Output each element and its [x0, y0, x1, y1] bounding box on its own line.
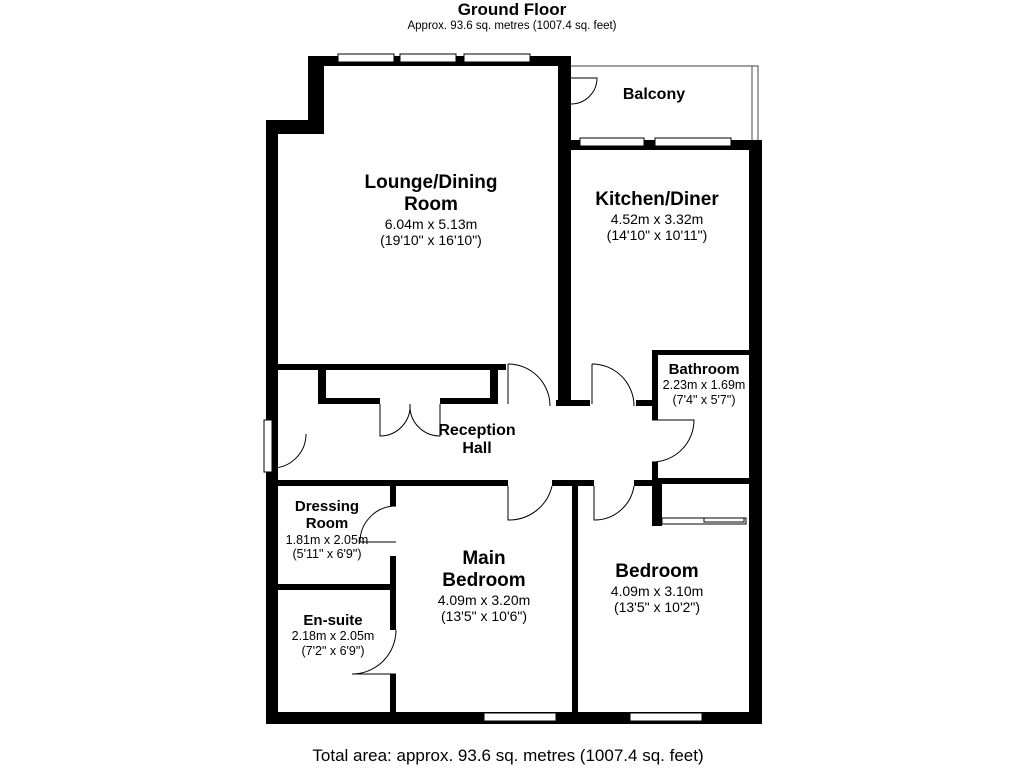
ensuite-imperial: (7'2" x 6'9") — [301, 643, 365, 658]
dressing-imperial: (5'11" x 6'9") — [292, 546, 362, 561]
bedroom-metric: 4.09m x 3.10m — [610, 582, 704, 599]
kitchen-metric: 4.52m x 3.32m — [610, 210, 704, 227]
ensuite-name: En-suite — [303, 612, 363, 629]
balcony-name: Balcony — [622, 86, 686, 103]
bathroom-metric: 2.23m x 1.69m — [662, 378, 746, 393]
bathroom-imperial: (7'4" x 5'7") — [672, 392, 736, 407]
plan-title: Ground Floor — [457, 0, 567, 19]
lounge-name-line2: Room — [404, 193, 458, 215]
bedroom-imperial: (13'5" x 10'2") — [613, 598, 701, 615]
dressing-name-line1: Dressing — [294, 498, 360, 515]
total-area: Total area: approx. 93.6 sq. metres (1007.4 sq. feet) — [312, 746, 704, 765]
main-bedroom-name-line1: Main — [462, 548, 506, 569]
kitchen-name: Kitchen/Diner — [595, 189, 719, 210]
main-bedroom-name-line2: Bedroom — [442, 569, 526, 591]
lounge-metric: 6.04m x 5.13m — [384, 215, 478, 232]
main-bedroom-label — [438, 548, 531, 624]
main-bedroom-metric: 4.09m x 3.20m — [437, 591, 531, 608]
reception-name-line1: Reception — [438, 422, 516, 439]
dressing-room-label — [286, 498, 369, 561]
kitchen-label — [595, 189, 719, 243]
ensuite-metric: 2.18m x 2.05m — [291, 629, 375, 644]
lounge-name-line1: Lounge/Dining — [364, 172, 498, 193]
bathroom-label — [663, 361, 746, 407]
bedroom-name: Bedroom — [615, 561, 699, 582]
kitchen-imperial: (14'10" x 10'11") — [606, 226, 708, 243]
main-bedroom-imperial: (13'5" x 10'6") — [440, 607, 528, 624]
balcony-label — [623, 86, 685, 104]
dressing-metric: 1.81m x 2.05m — [285, 532, 369, 547]
bathroom-name: Bathroom — [668, 361, 740, 378]
reception-name-line2: Hall — [462, 440, 492, 458]
reception-label — [438, 422, 515, 459]
bedroom-label — [611, 561, 704, 615]
ensuite-label — [292, 612, 375, 658]
lounge-label — [365, 172, 498, 248]
lounge-imperial: (19'10" x 16'10") — [380, 231, 482, 248]
dressing-name-line2: Room — [305, 515, 349, 533]
plan-subtitle: Approx. 93.6 sq. metres (1007.4 sq. feet) — [407, 20, 617, 32]
